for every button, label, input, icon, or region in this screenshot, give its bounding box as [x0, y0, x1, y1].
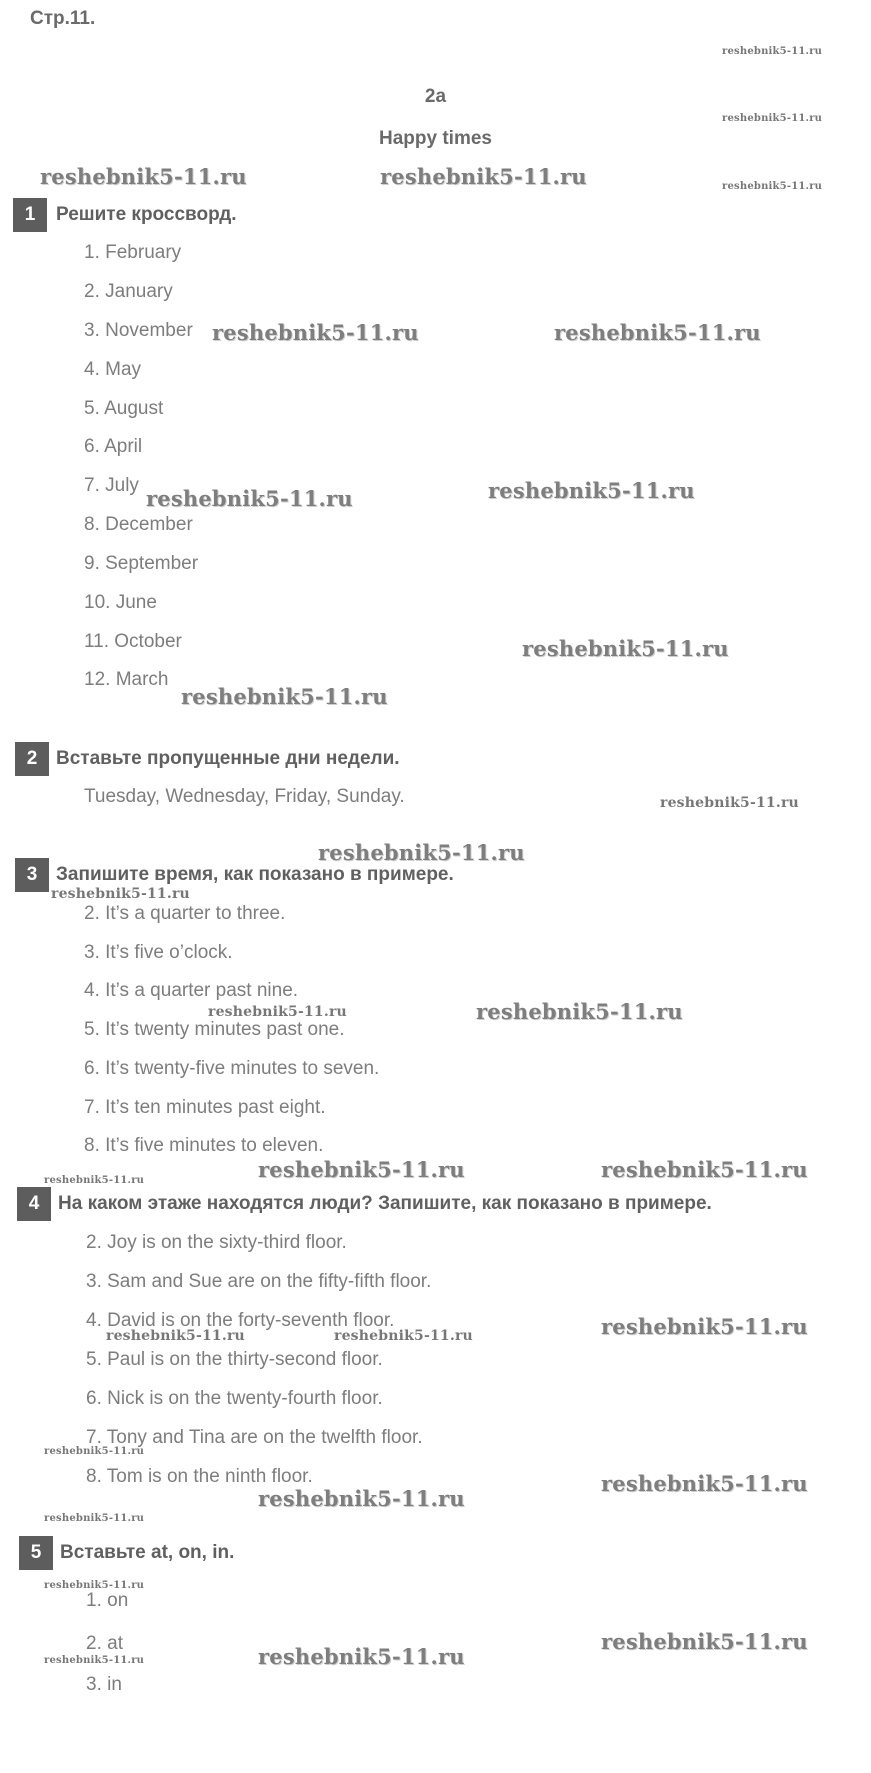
answer-line: 1. on: [86, 1590, 129, 1611]
answer-line: 5. It’s twenty minutes past one.: [84, 1019, 345, 1040]
answer-line: 2. Joy is on the sixty-third floor.: [86, 1232, 347, 1253]
answer-line: 6. April: [84, 436, 143, 457]
answer-line: 3. It’s five o’clock.: [84, 942, 233, 963]
answer-line: 7. Tony and Tina are on the twelfth floor.: [86, 1427, 423, 1448]
answer-line: 8. December: [84, 514, 193, 535]
watermark: reshebnik5-11.ru: [334, 1328, 473, 1344]
answer-line: 12. March: [84, 669, 169, 690]
exercise-number-badge: 5: [19, 1536, 53, 1570]
answer-line: 3. Sam and Sue are on the fifty-fifth floor.: [86, 1271, 432, 1292]
watermark: reshebnik5-11.ru: [660, 795, 799, 811]
watermark: reshebnik5-11.ru: [601, 1157, 808, 1182]
answer-line: 5. Paul is on the thirty-second floor.: [86, 1349, 383, 1370]
answer-line: 8. Tom is on the ninth floor.: [86, 1466, 313, 1487]
watermark: reshebnik5-11.ru: [554, 320, 761, 345]
watermark: reshebnik5-11.ru: [601, 1629, 808, 1654]
watermark: reshebnik5-11.ru: [258, 1644, 465, 1669]
watermark: reshebnik5-11.ru: [488, 478, 695, 503]
watermark: reshebnik5-11.ru: [44, 1446, 145, 1457]
watermark: reshebnik5-11.ru: [522, 636, 729, 661]
answer-line: 5. August: [84, 398, 164, 419]
exercise-number-badge: 1: [13, 198, 47, 232]
answer-line: 2. January: [84, 281, 173, 302]
answer-line: 2. at: [86, 1633, 123, 1654]
answer-line: 9. September: [84, 553, 199, 574]
answer-line: 7. July: [84, 475, 139, 496]
answer-line: 11. October: [84, 631, 182, 652]
watermark: reshebnik5-11.ru: [44, 1513, 145, 1524]
watermark: reshebnik5-11.ru: [258, 1157, 465, 1182]
watermark: reshebnik5-11.ru: [601, 1314, 808, 1339]
answer-line: 2. It’s a quarter to three.: [84, 903, 286, 924]
watermark: reshebnik5-11.ru: [722, 181, 823, 192]
exercise-title: Вставьте пропущенные дни недели.: [56, 748, 400, 769]
watermark: reshebnik5-11.ru: [258, 1486, 465, 1511]
watermark: reshebnik5-11.ru: [40, 164, 247, 189]
watermark: reshebnik5-11.ru: [601, 1471, 808, 1496]
watermark: reshebnik5-11.ru: [722, 113, 823, 124]
watermark: reshebnik5-11.ru: [208, 1004, 347, 1020]
answer-line: 4. May: [84, 359, 142, 380]
watermark: reshebnik5-11.ru: [181, 684, 388, 709]
answer-line: 7. It’s ten minutes past eight.: [84, 1097, 326, 1118]
watermark: reshebnik5-11.ru: [722, 46, 823, 57]
exercise-title: Решите кроссворд.: [56, 204, 237, 225]
answer-line: 6. It’s twenty-five minutes to seven.: [84, 1058, 380, 1079]
watermark: reshebnik5-11.ru: [380, 164, 587, 189]
page-label: Стр.11.: [30, 8, 96, 29]
exercise-title: Вставьте at, on, in.: [60, 1542, 235, 1563]
watermark: reshebnik5-11.ru: [44, 1655, 145, 1666]
answer-line: 6. Nick is on the twenty-fourth floor.: [86, 1388, 383, 1409]
answer-line: 4. David is on the forty-seventh floor.: [86, 1310, 395, 1331]
exercise-number-badge: 4: [17, 1187, 51, 1221]
watermark: reshebnik5-11.ru: [146, 486, 353, 511]
answer-line: Tuesday, Wednesday, Friday, Sunday.: [84, 786, 405, 807]
answer-line: 8. It’s five minutes to eleven.: [84, 1135, 324, 1156]
watermark: reshebnik5-11.ru: [318, 840, 525, 865]
exercise-title: На каком этаже находятся люди? Запишите, как показано в примере.: [58, 1193, 712, 1214]
answer-line: 10. June: [84, 592, 157, 613]
exercise-number-badge: 2: [15, 742, 49, 776]
answer-line: 3. November: [84, 320, 193, 341]
unit-number: 2a: [424, 86, 447, 107]
unit-title: Happy times: [379, 128, 492, 149]
answer-line: 1. February: [84, 242, 182, 263]
watermark: reshebnik5-11.ru: [44, 1175, 145, 1186]
watermark: reshebnik5-11.ru: [44, 1580, 145, 1591]
watermark: reshebnik5-11.ru: [106, 1328, 245, 1344]
watermark: reshebnik5-11.ru: [51, 886, 190, 902]
answer-line: 3. in: [86, 1674, 122, 1695]
exercise-title: Запишите время, как показано в примере.: [56, 864, 454, 885]
watermark: reshebnik5-11.ru: [212, 320, 419, 345]
exercise-number-badge: 3: [15, 858, 49, 892]
answer-line: 4. It’s a quarter past nine.: [84, 980, 299, 1001]
watermark: reshebnik5-11.ru: [476, 999, 683, 1024]
